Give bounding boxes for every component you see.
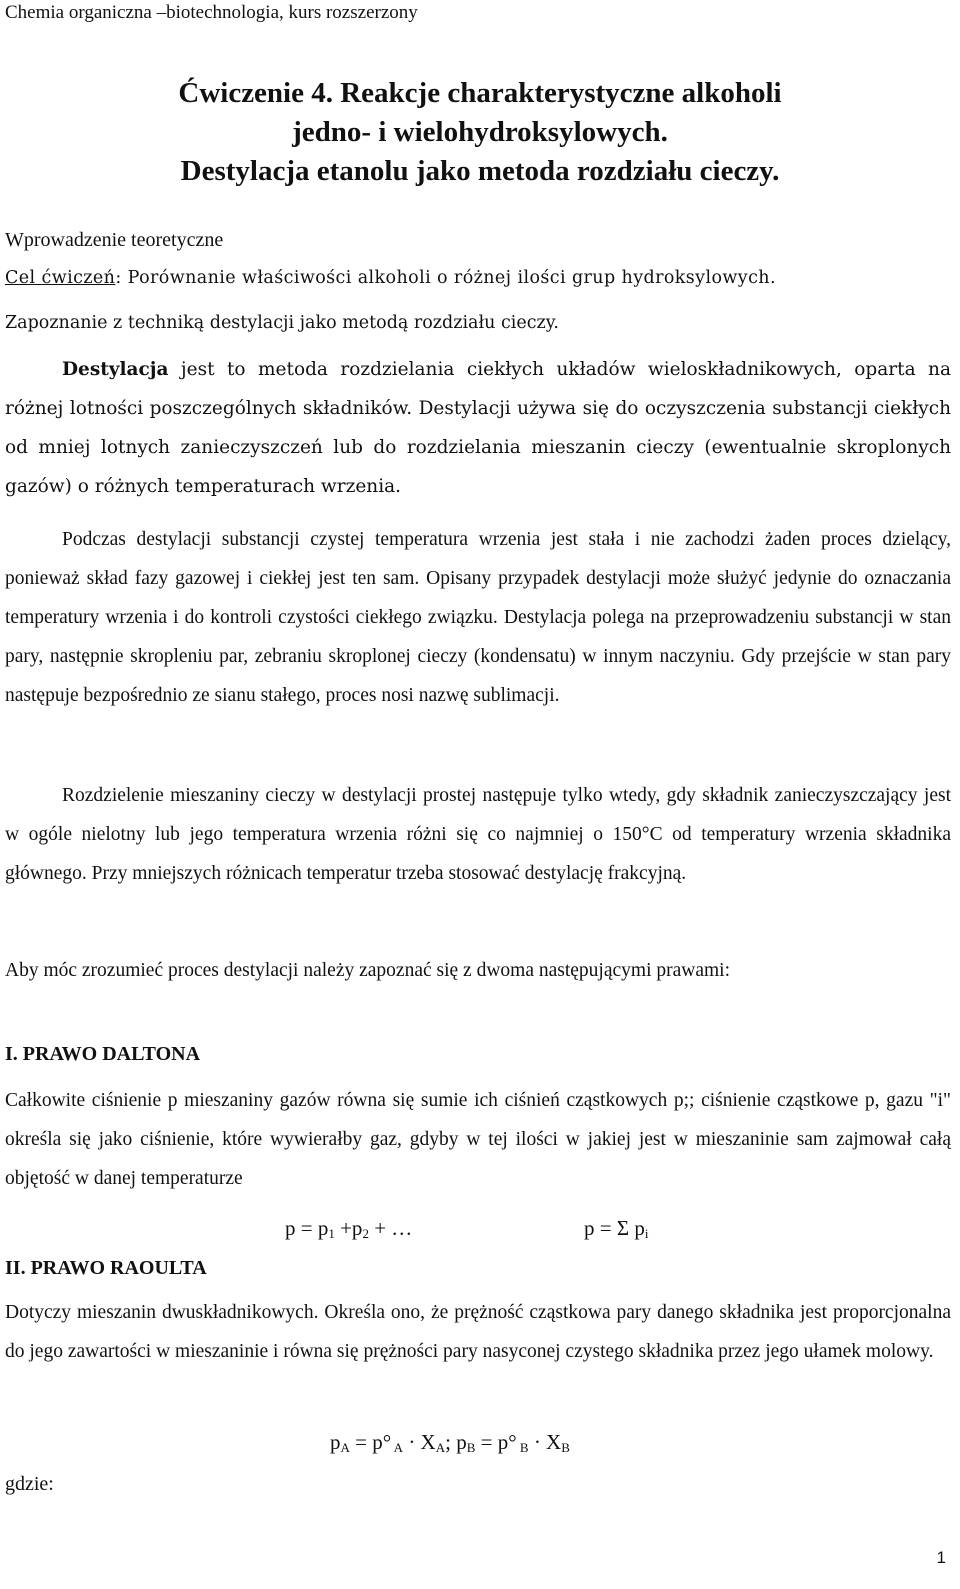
paragraph-1-text: jest to metoda rozdzielania ciekłych układów wieloskładnikowych, oparta na różnej lotności poszczególnych składników. Destylacji używa się do oczyszczenia substancji ciekłych od mniej lotnych zanieczyszczeń lub do rozdzielania mieszanin cieczy (ewentualnie skroplonych gazów) o różnych temperaturach wrzenia. bbox=[5, 359, 951, 497]
dalton-formula-sum: $p = p_1 +p_2$ + … bbox=[285, 1216, 413, 1241]
dalton-law-text: Całkowite ciśnienie p mieszaniny gazów równa się sumie ich ciśnień cząstkowych p;; ciśnienie cząstkowe p, gazu "i" określa się jako ciśnienie, które wywierałby gaz, gdyby w tej ilości w jakiej jest w mieszaninie sam zajmował całą objętość w danej temperaturze bbox=[5, 1090, 951, 1189]
goal-label: Cel ćwiczeń bbox=[5, 268, 116, 288]
raoult-law-heading: II. PRAWO RAOULTA bbox=[5, 1257, 207, 1279]
page-header: Chemia organiczna –biotechnologia, kurs rozszerzony bbox=[5, 2, 418, 23]
term-destylacja: Destylacja bbox=[62, 359, 169, 380]
goal-line-2: Zapoznanie z techniką destylacji jako metodą rozdziału cieczy. bbox=[5, 313, 559, 333]
raoult-formula: $p_A = p^\circ$ $_A \cdot X_A$; $p_B = p^\circ$ $_B \cdot X_B$ bbox=[330, 1430, 570, 1455]
goal-text: : Porównanie właściwości alkoholi o różnej ilości grup hydroksylowych. bbox=[115, 268, 776, 288]
title-line-3: Destylacja etanolu jako metoda rozdziału cieczy. bbox=[180, 155, 780, 187]
title-line-1: Ćwiczenie 4. Reakcje charakterystyczne alkoholi bbox=[178, 77, 782, 109]
section-heading: Wprowadzenie teoretyczne bbox=[5, 229, 224, 251]
where-label: gdzie: bbox=[5, 1473, 54, 1495]
dalton-law-heading: I. PRAWO DALTONA bbox=[5, 1043, 201, 1065]
dalton-formula-sigma: p = Σ $p_i$ bbox=[584, 1216, 649, 1241]
title-line-2: jedno- i wielohydroksylowych. bbox=[292, 116, 668, 148]
paragraph-pure-substance: Podczas destylacji substancji czystej temperatura wrzenia jest stała i nie zachodzi żaden proces dzielący, ponieważ skład fazy gazowej i ciekłej jest ten sam. Opisany przypadek destylacji może służyć jedynie do oznaczania temperatury wrzenia i do kontroli czystości ciekłego związku. Destylacja polega na przeprowadzeniu substancji w stan pary, następnie skropleniu par, zebraniu skroplonej cieczy (kondensatu) w innym naczyniu. Gdy przejście w stan pary następuje bezpośrednio ze sianu stałego, proces nosi nazwę sublimacji. bbox=[5, 529, 951, 706]
paragraph-distillation bbox=[5, 350, 951, 506]
document-title bbox=[0, 74, 960, 191]
page-number: 1 bbox=[936, 1548, 946, 1567]
raoult-law-text: Dotyczy mieszanin dwuskładnikowych. Określa ono, że prężność cząstkowa pary danego składnika jest proporcjonalna do jego zawartości w mieszaninie i równa się prężności pary nasyconej czystego składnika przez jego ułamek molowy. bbox=[5, 1302, 951, 1362]
paragraph-separation: Rozdzielenie mieszaniny cieczy w destylacji prostej następuje tylko wtedy, gdy składnik zanieczyszczający jest w ogóle nielotny lub jego temperatura wrzenia różni się co najmniej o 150°C od temperatury wrzenia składnika głównego. Przy mniejszych różnicach temperatur trzeba stosować destylację frakcyjną. bbox=[5, 785, 951, 884]
goal-line bbox=[5, 268, 776, 288]
paragraph-laws-intro: Aby móc zrozumieć proces destylacji należy zapoznać się z dwoma następującymi prawami: bbox=[5, 960, 730, 981]
